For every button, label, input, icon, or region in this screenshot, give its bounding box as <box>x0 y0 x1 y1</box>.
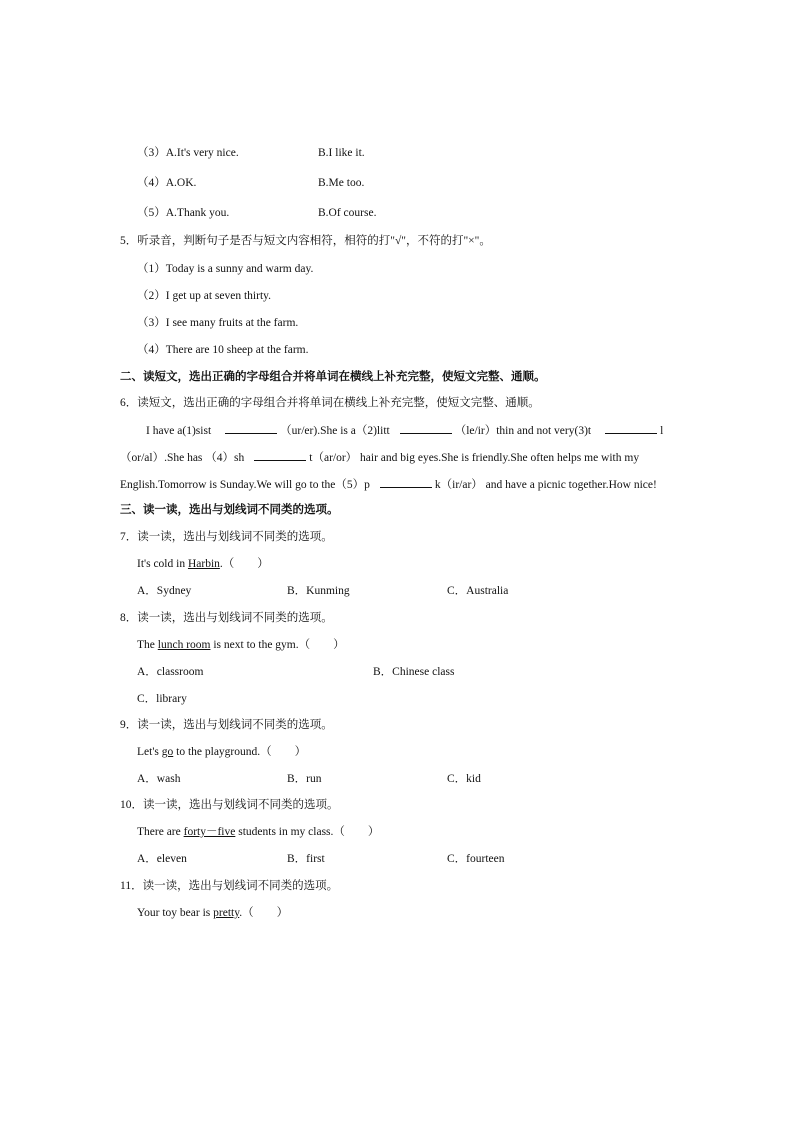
question-7-option-b[interactable]: B．Kunming <box>287 585 350 597</box>
passage-line-1 <box>146 423 663 438</box>
underlined-word: lunch room <box>157 639 211 651</box>
section-2-heading: 二、读短文，选出正确的字母组合并将单词在横线上补充完整，使短文完整、通顺。 <box>120 371 546 383</box>
option-row-3a: （3）A.It's very nice. <box>137 147 239 159</box>
stem-pre: Let's <box>137 746 162 758</box>
stem-pre: There are <box>137 826 184 838</box>
stem-pre: It's cold in <box>137 558 188 570</box>
question-9-title: 9．读一读，选出与划线词不同类的选项。 <box>120 719 333 731</box>
underlined-word: pretty <box>213 907 240 919</box>
question-5-title: 5．听录音，判断句子是否与短文内容相符，相符的打"√"，不符的打"×"。 <box>120 235 491 247</box>
question-5-item-4: （4）There are 10 sheep at the farm. <box>137 344 309 356</box>
question-7-option-c[interactable]: C．Australia <box>447 585 509 597</box>
option-row-3b: B.I like it. <box>318 147 365 159</box>
question-8-option-a[interactable]: A．classroom <box>137 666 204 678</box>
question-7-option-a[interactable]: A．Sydney <box>137 585 192 597</box>
question-7-stem <box>137 557 269 571</box>
stem-pre: Your toy bear is <box>137 907 214 919</box>
question-5-item-1: （1）Today is a sunny and warm day. <box>137 263 314 275</box>
question-7-title: 7．读一读，选出与划线词不同类的选项。 <box>120 531 333 543</box>
blank-2[interactable] <box>400 423 452 434</box>
stem-post: to the playground.（ ） <box>173 746 307 758</box>
question-8-title: 8．读一读，选出与划线词不同类的选项。 <box>120 612 333 624</box>
passage-3a: English.Tomorrow is Sunday.We will go to the（5）p <box>120 479 370 491</box>
option-row-4a: （4）A.OK. <box>137 177 197 189</box>
blank-1[interactable] <box>225 423 277 434</box>
blank-3[interactable] <box>605 423 657 434</box>
underlined-word: forty－five <box>183 826 236 838</box>
question-10-option-b[interactable]: B．first <box>287 853 325 865</box>
stem-post: students in my class.（ ） <box>235 826 380 838</box>
question-8-option-c[interactable]: C．library <box>137 693 187 705</box>
question-9-option-b[interactable]: B．run <box>287 773 322 785</box>
passage-1b: （ur/er).She is a（2)litt <box>280 425 390 437</box>
option-row-5b: B.Of course. <box>318 207 377 219</box>
passage-1c: （le/ir）thin and not very(3)t <box>454 425 592 437</box>
stem-post: is next to the gym.（ ） <box>210 639 345 651</box>
underlined-word: go <box>161 746 174 758</box>
passage-2a: （or/al）.She has （4）sh <box>120 452 245 464</box>
blank-4[interactable] <box>254 450 306 461</box>
question-10-option-c[interactable]: C．fourteen <box>447 853 505 865</box>
passage-2b: t（ar/or） hair and big eyes.She is friendly.She often helps me with my <box>309 452 640 464</box>
question-10-option-a[interactable]: A．eleven <box>137 853 187 865</box>
question-11-title: 11．读一读，选出与划线词不同类的选项。 <box>120 880 339 892</box>
section-3-heading: 三、读一读，选出与划线词不同类的选项。 <box>120 504 339 516</box>
stem-post: .（ ） <box>239 907 289 919</box>
passage-1a: I have a(1)sist <box>146 425 212 437</box>
blank-5[interactable] <box>380 477 432 488</box>
question-8-stem <box>137 638 345 652</box>
question-6-title: 6．读短文，选出正确的字母组合并将单词在横线上补充完整，使短文完整、通顺。 <box>120 397 540 409</box>
underlined-word: Harbin <box>187 558 220 570</box>
passage-3b: k（ir/ar） and have a picnic together.How nice! <box>434 479 657 491</box>
passage-line-3 <box>120 477 657 492</box>
question-5-item-2: （2）I get up at seven thirty. <box>137 290 272 302</box>
question-9-option-a[interactable]: A．wash <box>137 773 181 785</box>
stem-post: .（ ） <box>219 558 269 570</box>
question-5-item-3: （3）I see many fruits at the farm. <box>137 317 299 329</box>
question-9-stem <box>137 745 306 759</box>
question-10-title: 10．读一读，选出与划线词不同类的选项。 <box>120 799 339 811</box>
passage-1d: l <box>660 425 664 437</box>
question-9-option-c[interactable]: C．kid <box>447 773 481 785</box>
question-10-stem <box>137 825 379 839</box>
stem-pre: The <box>137 639 158 651</box>
question-11-stem <box>137 906 288 920</box>
passage-line-2 <box>120 450 639 465</box>
question-8-option-b[interactable]: B．Chinese class <box>373 666 455 678</box>
option-row-5a: （5）A.Thank you. <box>137 207 230 219</box>
option-row-4b: B.Me too. <box>318 177 365 189</box>
